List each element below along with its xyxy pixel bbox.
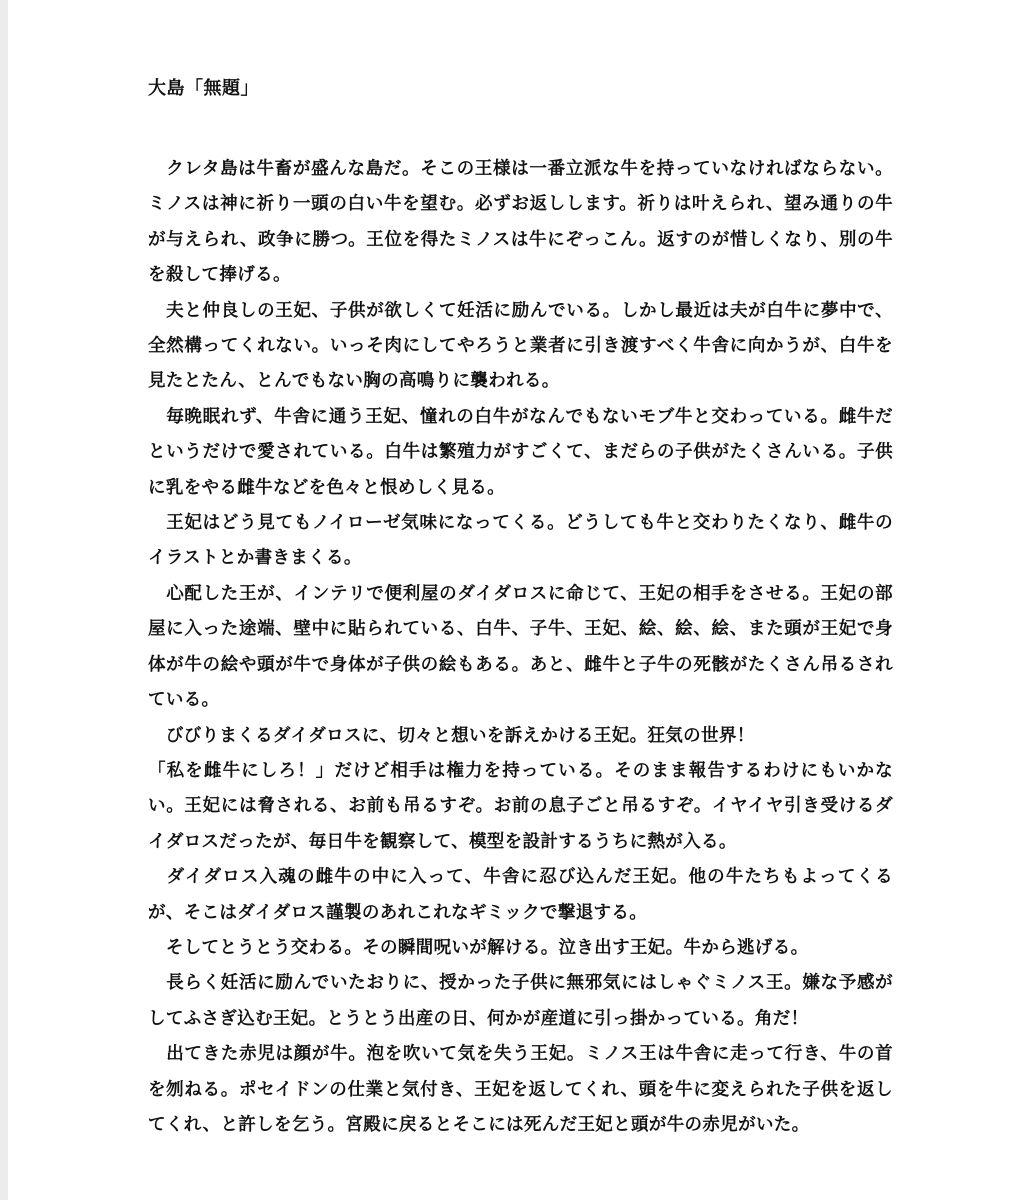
paragraph-11: 出てきた赤児は顔が牛。泡を吹いて気を失う王妃。ミノス王は牛舎に走って行き、牛の首を刎ねる。ポセイドンの仕業と気付き、王妃を返してくれ、頭を牛に変えられた子供を返してくれ、と許しを乞う。宮殿に戻るとそこには死んだ王妃と頭が牛の赤児がいた。 [148, 1044, 893, 1135]
document-title: 大島「無題」 [148, 78, 259, 99]
paragraph-9: そしてとうとう交わる。その瞬間呪いが解ける。泣き出す王妃。牛から逃げる。 [148, 937, 809, 958]
paragraph-6: びびりまくるダイダロスに、切々と想いを訴えかける王妃。狂気の世界！ [148, 725, 755, 746]
paragraph-8: ダイダロス入魂の雌牛の中に入って、牛舎に忍び込んだ王妃。他の牛たちもよってくるが、そこはダイダロス謹製のあれこれなギミックで撃退する。 [148, 867, 893, 923]
page-edge-shadow [0, 0, 8, 1200]
paragraph-10: 長らく妊活に励んでいたおりに、授かった子供に無邪気にはしゃぐミノス王。嫌な予感がしてふさぎ込む王妃。とうとう出産の日、何かが産道に引っ掛かっている。角だ！ [148, 973, 893, 1029]
paragraph-2: 夫と仲良しの王妃、子供が欲しくて妊活に励んでいる。しかし最近は夫が白牛に夢中で、全然構ってくれない。いっそ肉にしてやろうと業者に引き渡すべく牛舎に向かうが、白牛を見たとたん、とんでもない胸の高鳴りに襲われる。 [148, 300, 893, 392]
paragraph-5: 心配した王が、インテリで便利屋のダイダロスに命じて、王妃の相手をさせる。王妃の部屋に入った途端、壁中に貼られている、白牛、子牛、王妃、絵、絵、絵、また頭が王妃で身体が牛の絵や頭が牛で身体が子供の絵もある。あと、雌牛と子牛の死骸がたくさん吊るされている。 [148, 583, 893, 711]
document-page [148, 72, 893, 1143]
document-body [148, 152, 893, 1143]
paragraph-4: 王妃はどう見てもノイローゼ気味になってくる。どうしても牛と交わりたくなり、雌牛のイラストとか書きまくる。 [148, 513, 893, 569]
paragraph-7: 「私を雌牛にしろ！」だけど相手は権力を持っている。そのまま報告するわけにもいかない。王妃には脅される、お前も吊るすぞ。お前の息子ごと吊るすぞ。イヤイヤ引き受けるダイダロスだったが、毎日牛を観察して、模型を設計するうちに熱が入る。 [148, 760, 893, 852]
paragraph-3: 毎晩眠れず、牛舎に通う王妃、憧れの白牛がなんでもないモブ牛と交わっている。雌牛だというだけで愛されている。白牛は繁殖力がすごくて、まだらの子供がたくさんいる。子供に乳をやる雌牛などを色々と恨めしく見る。 [148, 406, 893, 498]
paragraph-1: クレタ島は牛畜が盛んな島だ。そこの王様は一番立派な牛を持っていなければならない。ミノスは神に祈り一頭の白い牛を望む。必ずお返しします。祈りは叶えられ、望み通りの牛が与えられ、政争に勝つ。王位を得たミノスは牛にぞっこん。返すのが惜しくなり、別の牛を殺して捧げる。 [148, 159, 893, 286]
